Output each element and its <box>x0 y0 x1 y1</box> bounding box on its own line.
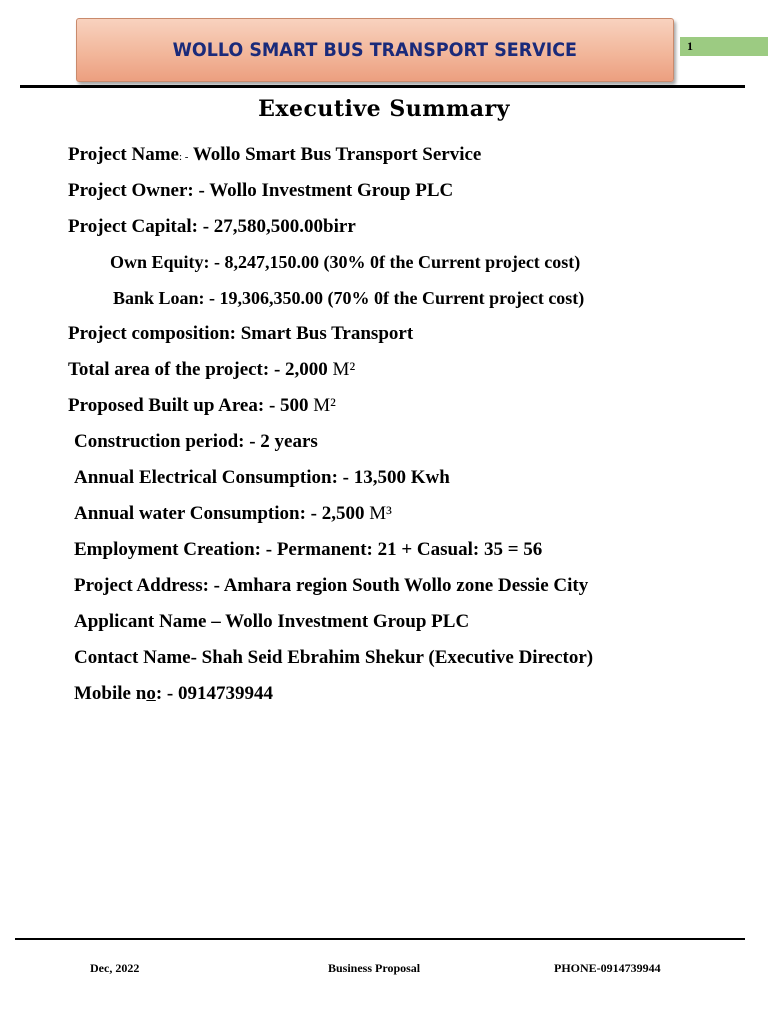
construction-line: Construction period: - 2 years <box>74 431 318 452</box>
water-unit: M³ <box>369 503 392 524</box>
total-area-unit: M² <box>332 359 356 380</box>
contact-line: Contact Name- Shah Seid Ebrahim Shekur (Executive Director) <box>74 647 594 668</box>
footer-center: Business Proposal <box>328 961 421 975</box>
project-name-value: Wollo Smart Bus Transport Service <box>188 144 482 165</box>
footer-date: Dec, 2022 <box>90 961 140 975</box>
bottom-rule <box>15 938 745 940</box>
project-owner-line: Project Owner: - Wollo Investment Group PLC <box>68 180 454 201</box>
project-name-line <box>68 144 481 166</box>
project-name-label: Project Name <box>68 144 179 165</box>
water-line <box>74 503 392 525</box>
total-area-text: Total area of the project: - 2,000 <box>68 359 333 380</box>
mobile-line <box>74 683 273 705</box>
mobile-number: : - 0914739944 <box>155 683 273 704</box>
top-rule <box>20 85 745 88</box>
employment-line: Employment Creation: - Permanent: 21 + Casual: 35 = 56 <box>74 539 543 560</box>
composition-line: Project composition: Smart Bus Transport <box>68 323 414 344</box>
footer-phone: PHONE-0914739944 <box>554 961 661 975</box>
page-number: 1 <box>687 39 693 53</box>
header-banner <box>76 18 674 82</box>
page-number-tab <box>680 37 768 56</box>
mobile-label: Mobile n <box>74 683 147 704</box>
mobile-label-underlined: o <box>146 683 156 704</box>
electric-line: Annual Electrical Consumption: - 13,500 Kwh <box>74 467 450 488</box>
address-line: Project Address: - Amhara region South Wollo zone Dessie City <box>74 575 589 596</box>
header-title: WOLLO SMART BUS TRANSPORT SERVICE <box>172 39 578 61</box>
built-area-text: Proposed Built up Area: - 500 <box>68 395 314 416</box>
built-area-line <box>68 395 336 417</box>
project-name-sep: : - <box>178 151 189 163</box>
own-equity-line: Own Equity: - 8,247,150.00 (30% 0f the Current project cost) <box>110 252 581 272</box>
applicant-line: Applicant Name – Wollo Investment Group PLC <box>74 611 470 632</box>
built-area-unit: M² <box>313 395 336 416</box>
project-capital-line: Project Capital: - 27,580,500.00birr <box>68 216 356 237</box>
doc-title: Executive Summary <box>258 96 510 122</box>
bank-loan-line: Bank Loan: - 19,306,350.00 (70% 0f the Current project cost) <box>113 288 585 308</box>
total-area-line <box>68 359 355 381</box>
water-text: Annual water Consumption: - 2,500 <box>74 503 370 524</box>
